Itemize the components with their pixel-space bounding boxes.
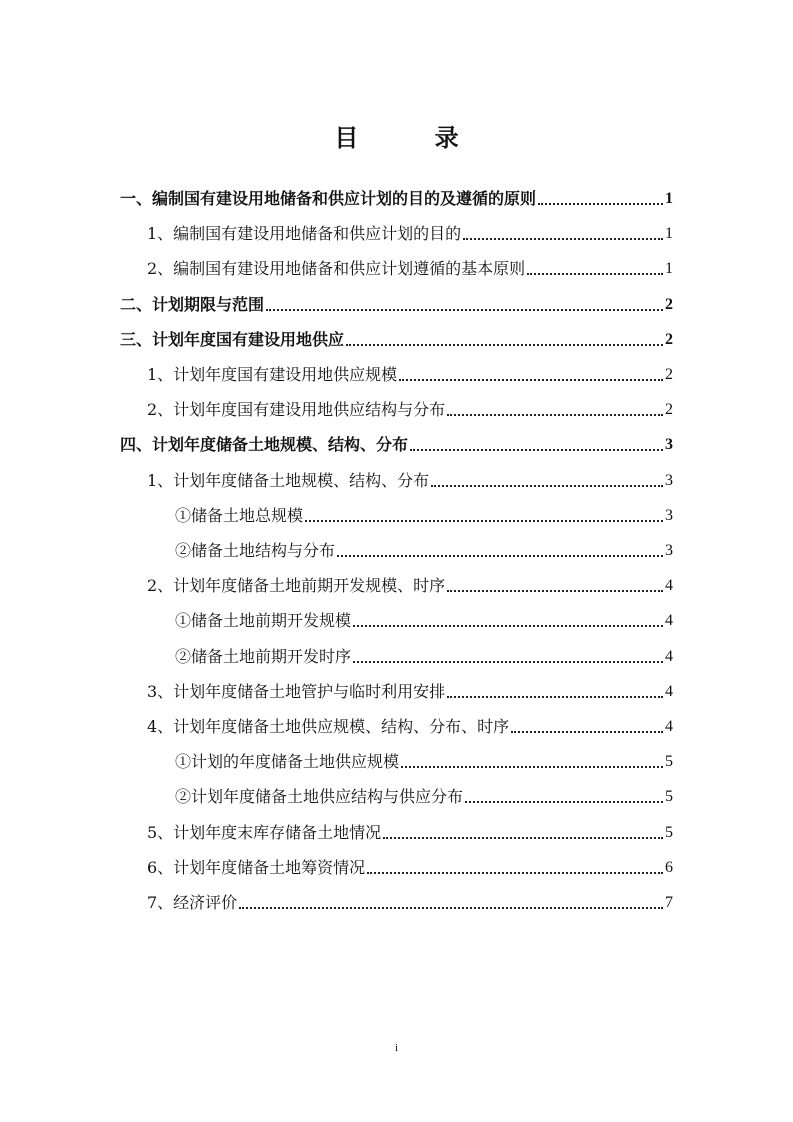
toc-entry[interactable] <box>147 712 673 742</box>
toc-entry[interactable] <box>147 466 673 496</box>
toc-page-number: 3 <box>665 506 673 524</box>
toc-page-number: 3 <box>665 542 673 559</box>
toc-dot-leader <box>538 203 663 205</box>
toc-entry-text: 3、计划年度储备土地管护与临时利用安排 <box>147 681 446 701</box>
toc-page-number: 4 <box>665 718 673 735</box>
toc-page-number: 4 <box>665 647 673 665</box>
toc-dot-leader <box>447 414 663 416</box>
toc-entry-text: 四、计划年度储备土地规模、结构、分布 <box>120 435 409 455</box>
toc-entry-text: ②储备土地结构与分布 <box>175 541 336 560</box>
toc-entry-text: 二、计划期限与范围 <box>120 294 265 314</box>
toc-dot-leader <box>410 449 663 451</box>
toc-dot-leader <box>399 379 663 381</box>
toc-page-number: 1 <box>665 190 673 207</box>
toc-entry[interactable] <box>175 606 673 636</box>
toc-dot-leader <box>511 731 663 733</box>
toc-entry[interactable] <box>175 536 673 566</box>
toc-entry[interactable] <box>175 642 673 672</box>
page-title: 目 录 <box>334 124 493 152</box>
toc-dot-leader <box>463 238 663 240</box>
toc-entry[interactable] <box>147 219 673 249</box>
toc-entry[interactable] <box>147 571 673 601</box>
toc-page-number: 3 <box>665 436 673 454</box>
toc-dot-leader <box>353 625 663 627</box>
toc-dot-leader <box>353 661 663 663</box>
toc-page-number: 5 <box>665 823 673 841</box>
toc-entry[interactable] <box>175 501 673 531</box>
toc-dot-leader <box>367 872 663 874</box>
toc-page-number: 2 <box>665 401 673 419</box>
toc-dot-leader <box>346 344 663 346</box>
toc-entry-text: 1、计划年度国有建设用地供应规模 <box>147 365 398 384</box>
toc-entry-text: 三、计划年度国有建设用地供应 <box>120 329 345 349</box>
toc-page-number: 7 <box>665 894 673 911</box>
toc-dot-leader <box>401 766 663 768</box>
toc-entry-text: ①储备土地前期开发规模 <box>175 611 352 631</box>
toc-entry-text: 一、编制国有建设用地储备和供应计划的目的及遵循的原则 <box>120 189 537 208</box>
toc-entry[interactable] <box>175 747 673 777</box>
toc-entry-text: 1、计划年度储备土地规模、结构、分布 <box>147 470 430 490</box>
toc-dot-leader <box>447 696 663 698</box>
toc-dot-leader <box>305 520 663 522</box>
toc-page-number: 1 <box>665 225 673 243</box>
toc-page-number: 2 <box>665 330 673 348</box>
toc-entry[interactable] <box>147 360 673 390</box>
toc-dot-leader <box>239 907 663 909</box>
toc-entry[interactable] <box>120 325 673 355</box>
toc-page-number: 4 <box>665 612 673 630</box>
footer-page-number: i <box>394 1042 399 1054</box>
toc-entry[interactable] <box>120 430 673 460</box>
toc-page-number: 5 <box>665 788 673 806</box>
toc-entry-text: ②计划年度储备土地供应结构与供应分布 <box>175 787 464 807</box>
toc-page-number: 4 <box>665 577 673 595</box>
toc-entry[interactable] <box>120 290 673 320</box>
toc-entry[interactable] <box>147 395 673 425</box>
toc-page-number: 1 <box>665 260 673 278</box>
toc-page-number: 3 <box>665 471 673 489</box>
toc-dot-leader <box>337 555 663 557</box>
toc-entry-text: ①计划的年度储备土地供应规模 <box>175 752 400 772</box>
toc-page-number: 6 <box>665 858 673 876</box>
toc-entry[interactable] <box>175 782 673 812</box>
toc-page-number: 2 <box>665 295 673 313</box>
toc-dot-leader <box>383 837 663 839</box>
toc-entry-text: ①储备土地总规模 <box>175 505 304 525</box>
toc-page-number: 2 <box>665 366 673 383</box>
toc-entry-text: 4、计划年度储备土地供应规模、结构、分布、时序 <box>147 717 510 736</box>
toc-entry-text: 7、经济评价 <box>147 893 238 912</box>
toc-entry[interactable] <box>147 853 673 883</box>
toc-entry-text: 6、计划年度储备土地筹资情况 <box>147 857 366 877</box>
toc-page-number: 4 <box>665 682 673 700</box>
toc-dot-leader <box>527 273 663 275</box>
toc-entry-text: ②储备土地前期开发时序 <box>175 646 352 666</box>
toc-dot-leader <box>465 801 663 803</box>
toc-entry[interactable] <box>147 254 673 284</box>
toc-dot-leader <box>447 590 663 592</box>
toc-entry[interactable] <box>147 677 673 707</box>
toc-page-number: 5 <box>665 753 673 771</box>
toc-dot-leader <box>431 485 663 487</box>
toc-entry-text: 2、计划年度国有建设用地供应结构与分布 <box>147 400 446 420</box>
toc-entry[interactable] <box>120 184 673 214</box>
toc-entry-text: 2、计划年度储备土地前期开发规模、时序 <box>147 576 446 596</box>
toc-dot-leader <box>266 309 663 311</box>
toc-entry-text: 5、计划年度末库存储备土地情况 <box>147 822 382 842</box>
toc-entry[interactable] <box>147 888 673 918</box>
toc-entry[interactable] <box>147 818 673 848</box>
toc-entry-text: 2、编制国有建设用地储备和供应计划遵循的基本原则 <box>147 259 526 279</box>
toc-entry-text: 1、编制国有建设用地储备和供应计划的目的 <box>147 224 462 244</box>
